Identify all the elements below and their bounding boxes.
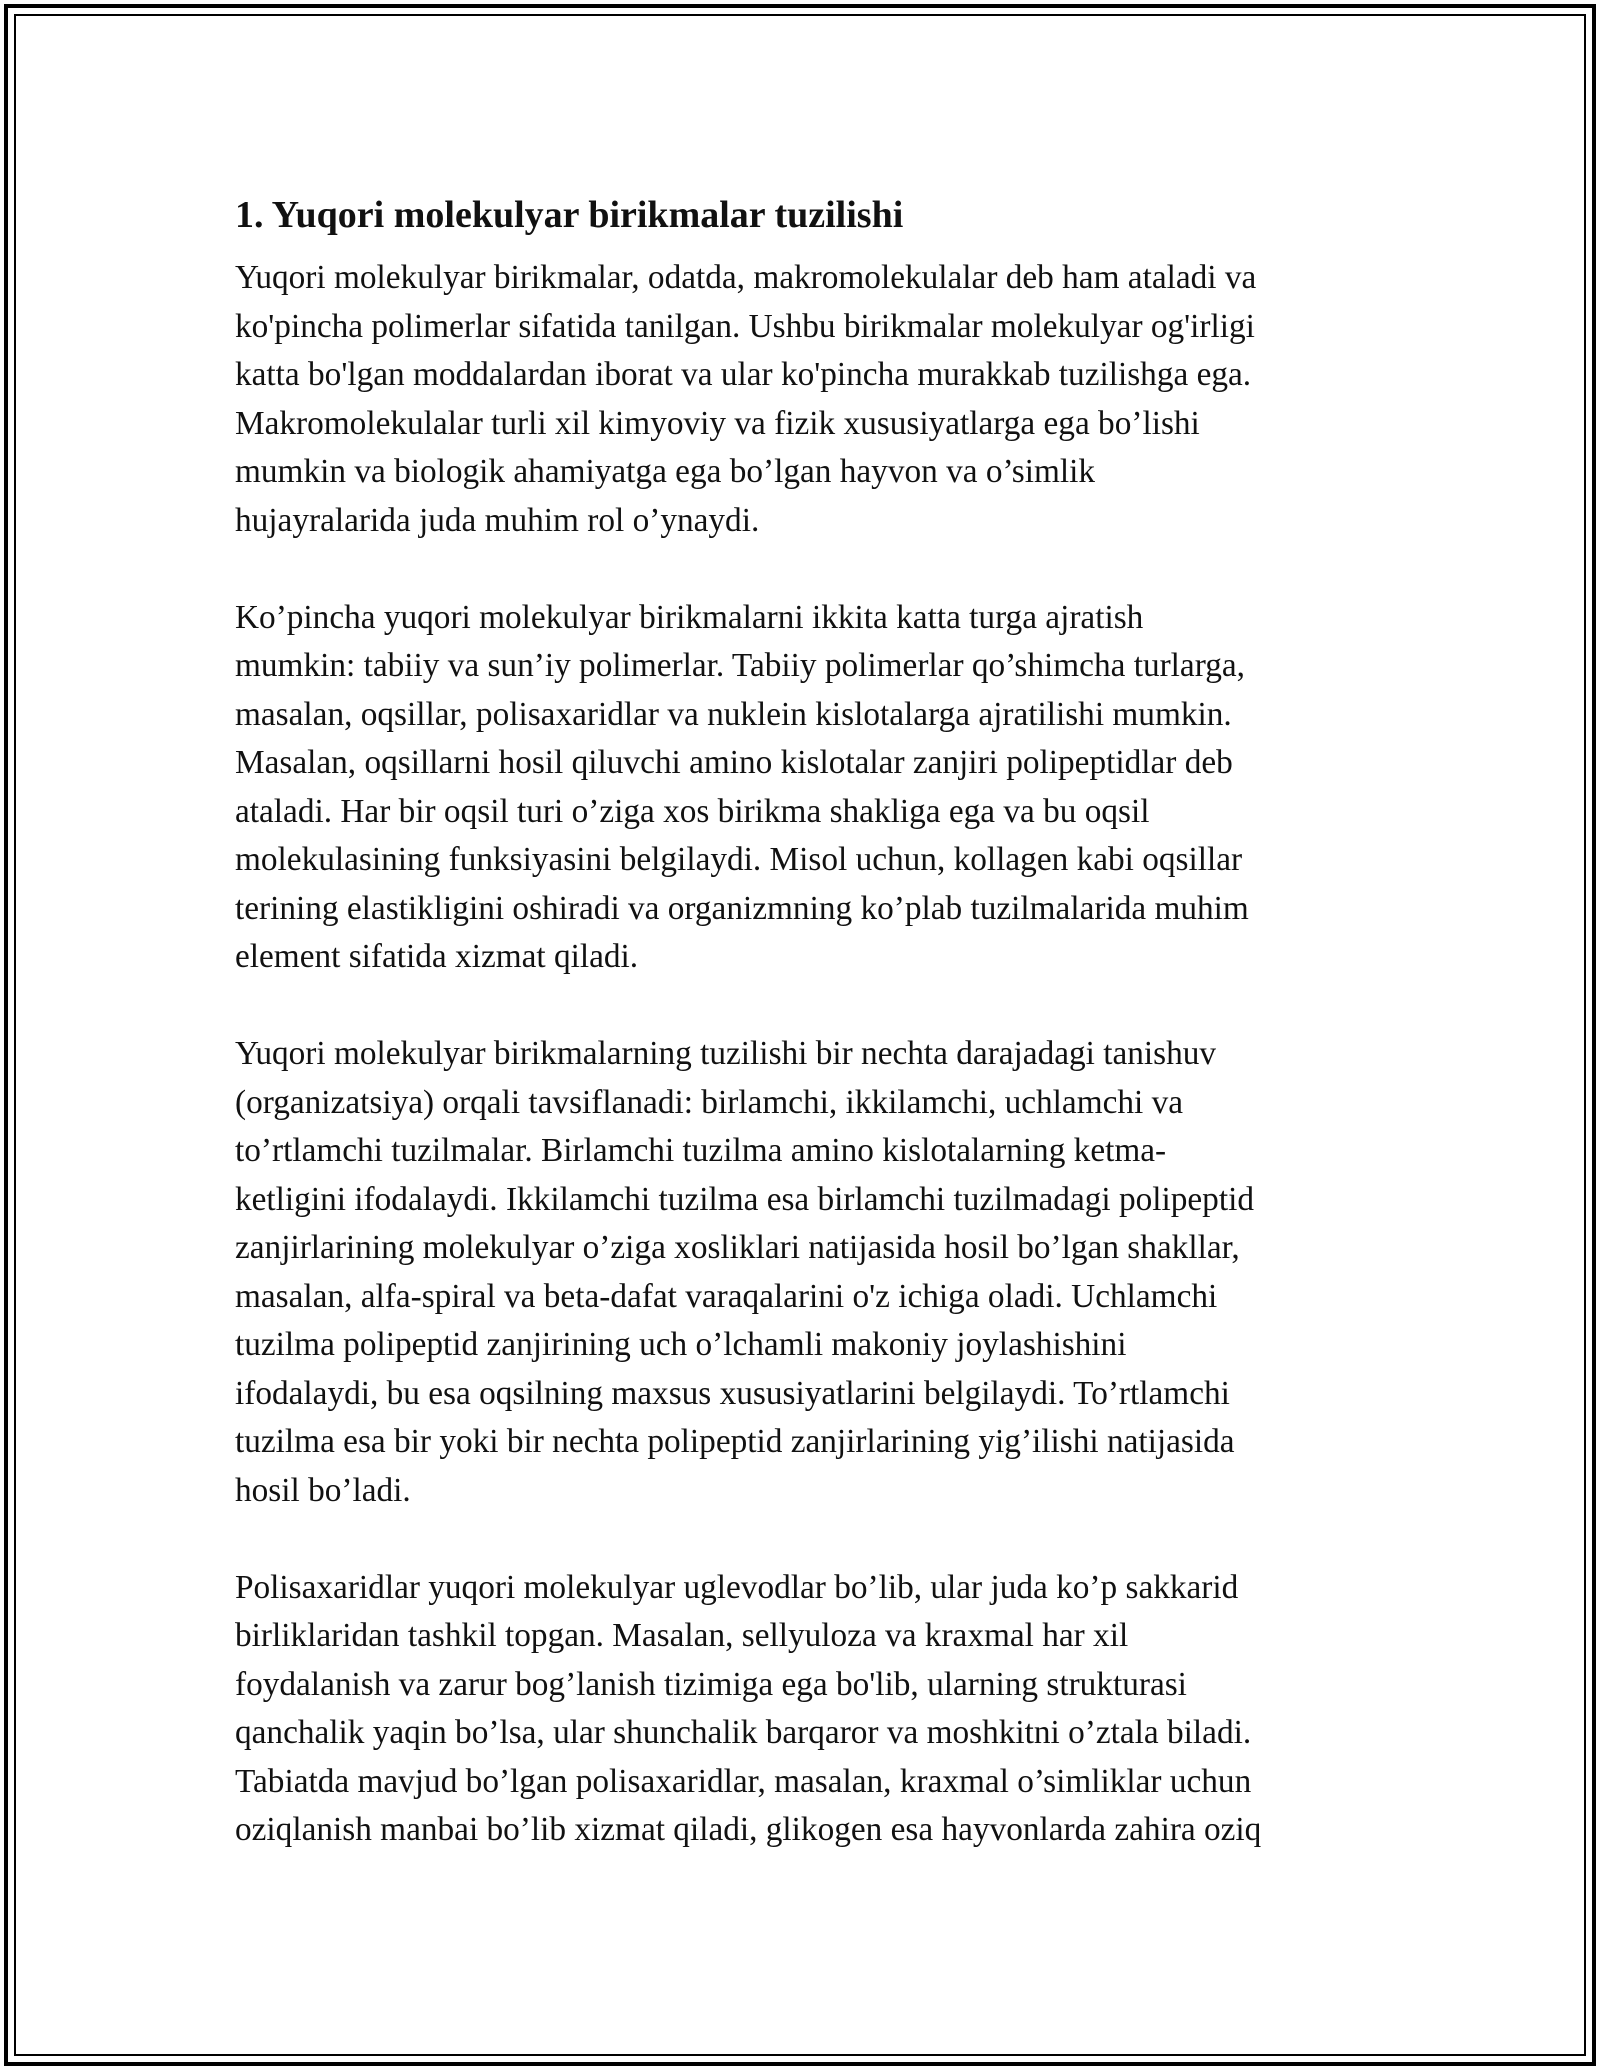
paragraph-line: oziqlanish manbai bo’lib xizmat qiladi, glikogen esa hayvonlarda zahira oziq: [235, 1811, 1262, 1848]
paragraph-line: terining elastikligini oshiradi va organizmning ko’plab tuzilmalarida muhim: [235, 889, 1249, 927]
paragraph-line: katta bo'lgan moddalardan iborat va ular ko'pincha murakkab tuzilishga ega.: [235, 356, 1252, 393]
paragraph-line: mumkin: tabiiy va sun’iy polimerlar. Tabiiy polimerlar qo’shimcha turlarga,: [235, 647, 1245, 684]
paragraph-line: Makromolekulalar turli xil kimyoviy va fizik xususiyatlarga ega bo’lishi: [235, 404, 1200, 442]
paragraph-line: tuzilma esa bir yoki bir nechta polipeptid zanjirlarining yig’ilishi natijasida: [235, 1423, 1235, 1460]
paragraph-line: to’rtlamchi tuzilmalar. Birlamchi tuzilma amino kislotalarning ketma-: [235, 1132, 1167, 1169]
paragraph-line: ifodalaydi, bu esa oqsilning maxsus xususiyatlarini belgilaydi. To’rtlamchi: [235, 1374, 1230, 1412]
paragraph-line: Polisaxaridlar yuqori molekulyar uglevodlar bo’lib, ular juda ko’p sakkarid: [235, 1568, 1239, 1606]
paragraph-line: Yuqori molekulyar birikmalar, odatda, makromolekulalar deb ham ataladi va: [235, 259, 1257, 296]
paragraph-line: ataladi. Har bir oqsil turi o’ziga xos birikma shakliga ega va bu oqsil: [235, 792, 1150, 830]
paragraph-line: (organizatsiya) orqali tavsiflanadi: birlamchi, ikkilamchi, uchlamchi va: [235, 1083, 1184, 1121]
paragraph-4: [235, 1564, 1375, 1855]
paragraph-line: Yuqori molekulyar birikmalarning tuzilishi bir nechta darajadagi tanishuv: [235, 1035, 1217, 1072]
document-body: [235, 188, 1375, 1903]
paragraph-line: Ko’pincha yuqori molekulyar birikmalarni ikkita katta turga ajratish: [235, 598, 1144, 636]
paragraph-line: mumkin va biologik ahamiyatga ega bo’lgan hayvon va o’simlik: [235, 453, 1095, 490]
paragraph-2: [235, 594, 1375, 982]
paragraph-line: molekulasining funksiyasini belgilaydi. Misol uchun, kollagen kabi oqsillar: [235, 841, 1243, 878]
paragraph-line: foydalanish va zarur bog’lanish tizimiga ega bo'lib, ularning strukturasi: [235, 1665, 1187, 1703]
section-heading: 1. Yuqori molekulyar birikmalar tuzilishi: [235, 194, 904, 236]
paragraph-line: zanjirlarining molekulyar o’ziga xosliklari natijasida hosil bo’lgan shakllar,: [235, 1229, 1240, 1266]
paragraph-line: ketligini ifodalaydi. Ikkilamchi tuzilma esa birlamchi tuzilmadagi polipeptid: [235, 1180, 1254, 1218]
paragraph-line: hosil bo’ladi.: [235, 1471, 411, 1509]
paragraph-line: Masalan, oqsillarni hosil qiluvchi amino kislotalar zanjiri polipeptidlar deb: [235, 744, 1233, 781]
paragraph-line: masalan, oqsillar, polisaxaridlar va nuklein kislotalarga ajratilishi mumkin.: [235, 695, 1232, 733]
paragraph-line: Tabiatda mavjud bo’lgan polisaxaridlar, masalan, kraxmal o’simliklar uchun: [235, 1762, 1252, 1800]
paragraph-line: ko'pincha polimerlar sifatida tanilgan. Ushbu birikmalar molekulyar og'irligi: [235, 307, 1255, 345]
paragraph-line: birliklaridan tashkil topgan. Masalan, sellyuloza va kraxmal har xil: [235, 1617, 1129, 1654]
paragraph-1: [235, 254, 1375, 545]
paragraph-line: element sifatida xizmat qiladi.: [235, 938, 639, 975]
paragraph-line: hujayralarida juda muhim rol o’ynaydi.: [235, 501, 760, 539]
paragraph-line: tuzilma polipeptid zanjirining uch o’lchamli makoniy joylashishini: [235, 1326, 1127, 1363]
paragraph-3: [235, 1030, 1375, 1515]
paragraph-line: qanchalik yaqin bo’lsa, ular shunchalik barqaror va moshkitni o’ztala biladi.: [235, 1714, 1252, 1751]
paragraph-line: masalan, alfa-spiral va beta-dafat varaqalarini o'z ichiga oladi. Uchlamchi: [235, 1277, 1218, 1315]
